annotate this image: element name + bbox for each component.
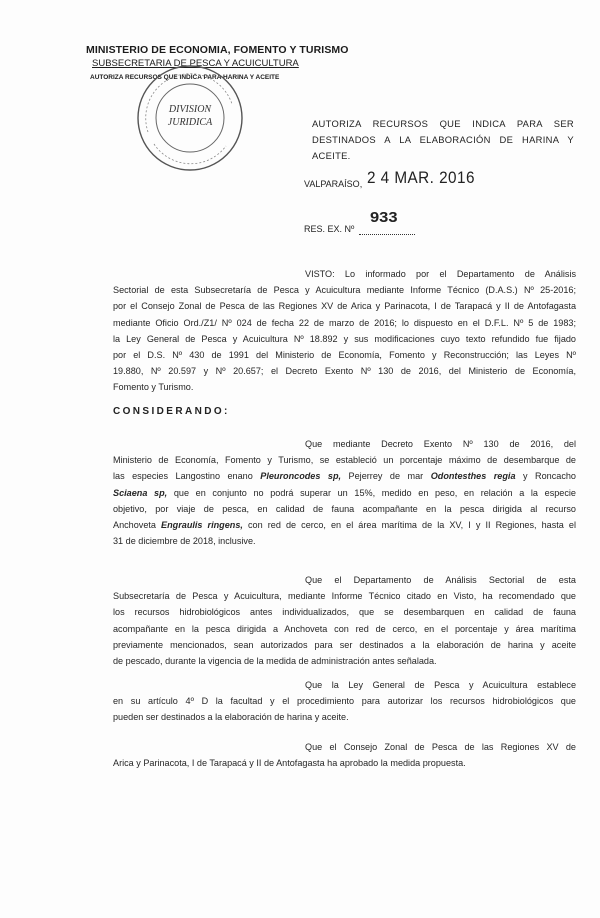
para-line: acompañante en la pesca dirigida a Anchoveta con red de cerco, en el porcentaje y área marítima [113, 623, 576, 634]
visto-line: mediante Oficio Ord./Z1/ Nº 024 de fecha 22 de marzo de 2016; lo dispuesto en el D.F.L. Nº 5 de 1983; [113, 317, 576, 328]
place-label: VALPARAÍSO, [304, 179, 363, 189]
visto-paragraph [113, 266, 576, 396]
para-line: Que mediante Decreto Exento Nº 130 de 2016, del [305, 439, 576, 449]
species-name: Pleuroncodes sp, [260, 471, 342, 482]
visto-line: por el D.S. Nº 430 de 1991 del Ministerio de Economía, Fomento y Reconstrucción; las Leyes Nº [113, 350, 576, 361]
text-run: con red de cerco, en el área marítima de la XV, I y II Regiones, hasta el [242, 520, 577, 531]
para-line: Que la Ley General de Pesca y Acuicultura establece [305, 680, 576, 690]
para-line: de pescado, durante la vigencia de la medida de administración antes señalada. [113, 656, 437, 667]
text-run: y Roncacho [515, 471, 576, 482]
visto-line: por el Consejo Zonal de Pesca de las Regiones XV de Arica y Parinacota, I de Tarapacá y II de Antofagasta [113, 301, 576, 312]
para-line: 31 de diciembre de 2018, inclusive. [113, 536, 256, 547]
para-line [113, 517, 576, 533]
division-juridica-stamp [134, 62, 246, 174]
para-line: pueden ser destinados a la elaboración de harina y aceite. [113, 712, 349, 723]
para-line: Ministerio de Economía, Fomento y Turismo, se estableció un porcentaje máximo de desembarque de [113, 455, 576, 466]
considerando-heading: CONSIDERANDO: [113, 406, 230, 417]
text-run: que en conjunto no podrá superar un 15%, medido en peso, en relación a la especie [167, 487, 576, 498]
para-line: Subsecretaría de Pesca y Acuicultura, mediante Informe Técnico citado en Visto, ha recomendado que [113, 591, 576, 602]
considerando-paragraph-4 [113, 739, 576, 771]
visto-line: 19.880, Nº 20.597 y Nº 20.657; el Decreto Exento Nº 130 de 2016, del Ministerio de Economía, [113, 366, 576, 377]
resolution-number-label: RES. EX. Nº [304, 224, 355, 234]
para-line: Arica y Parinacota, I de Tarapacá y II de Antofagasta ha aprobado la medida propuesta. [113, 758, 466, 769]
para-line: previamente mencionados, sean autorizados para ser destinados a la elaboración de harina y aceite [113, 639, 576, 650]
subsecretaria-header: SUBSECRETARIA DE PESCA Y ACUICULTURA [92, 58, 299, 69]
species-name: Odontesthes regia [430, 471, 516, 482]
subject-small-header: AUTORIZA RECURSOS QUE INDICA PARA HARINA Y ACEITE [90, 74, 280, 81]
para-line: Que el Consejo Zonal de Pesca de las Regiones XV de [305, 742, 576, 752]
visto-line: la Ley General de Pesca y Acuicultura Nº 18.892 y sus modificaciones cuyo texto refundido fue fijado [113, 333, 576, 344]
text-run: Pejerrey de mar [341, 471, 431, 482]
considerando-paragraph-1 [113, 436, 576, 549]
visto-line: VISTO: Lo informado por el Departamento de Análisis [305, 269, 576, 279]
resolution-number-line [359, 234, 415, 235]
species-name: Sciaena sp, [113, 487, 168, 498]
considerando-paragraph-3 [113, 677, 576, 726]
subject-line-1: AUTORIZA RECURSOS QUE INDICA PARA SER [312, 118, 574, 129]
stamp-ring-text-mark-lower [154, 144, 226, 164]
para-line [113, 468, 576, 484]
para-line: los recursos hidrobiológicos antes individualizados, que se desembarquen en calidad de fauna [113, 607, 576, 618]
subject-line-2: DESTINADOS A LA ELABORACIÓN DE HARINA Y ACEITE. [312, 134, 574, 161]
para-line [113, 485, 576, 501]
stamp-text-line2: JURIDICA [167, 117, 213, 128]
stamp-text-line1: DIVISION [168, 104, 212, 115]
visto-line: Fomento y Turismo. [113, 382, 194, 393]
para-line: objetivo, por viaje de pesca, en calidad de fauna acompañante en la pesca dirigida al recurso [113, 503, 576, 514]
ministry-header: MINISTERIO DE ECONOMIA, FOMENTO Y TURISMO [86, 44, 349, 56]
para-line: en su artículo 4º D la facultad y el procedimiento para autorizar los recursos hidrobiológicos que [113, 696, 576, 707]
resolution-number: 933 [370, 209, 398, 226]
considerando-paragraph-2 [113, 572, 576, 669]
visto-line: Sectorial de esta Subsecretaría de Pesca y Acuicultura mediante Informe Técnico (D.A.S.) Nº 25-2016; [113, 285, 576, 296]
date-stamp: 2 4 MAR. 2016 [367, 168, 475, 187]
text-run: Anchoveta [113, 520, 162, 531]
resolution-subject [312, 116, 574, 164]
species-name: Engraulis ringens, [161, 520, 243, 531]
para-line: Que el Departamento de Análisis Sectorial de esta [305, 575, 576, 585]
text-run: las especies Langostino enano [113, 471, 261, 482]
